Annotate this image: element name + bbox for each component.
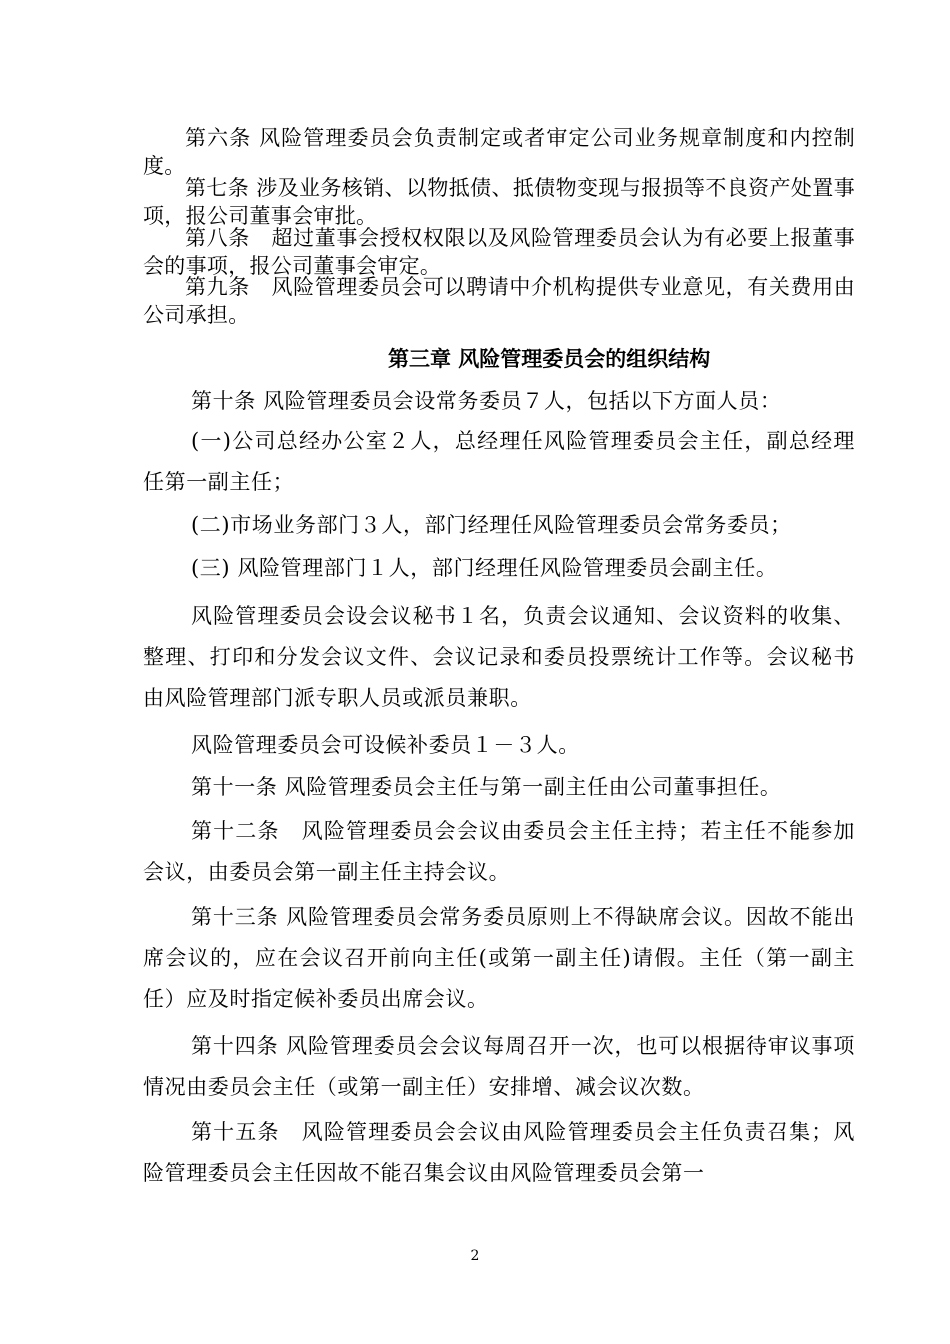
article-14: 第十四条 风险管理委员会会议每周召开一次，也可以根据待审议事项情况由委员会主任（或第一副主任）安排增、减会议次数。 — [143, 1034, 855, 1099]
article-7: 第七条 涉及业务核销、以物抵债、抵债物变现与报损等不良资产处置事项，报公司董事会审批。 — [143, 176, 855, 228]
page-number: 2 — [470, 1248, 480, 1264]
item-1: (一)公司总经办公室２人，总经理任风险管理委员会主任，副总经理任第一副主任； — [143, 429, 855, 494]
article-12: 第十二条 风险管理委员会会议由委员会主任主持；若主任不能参加会议，由委员会第一副主任主持会议。 — [143, 819, 855, 884]
article-10: 第十条 风险管理委员会设常务委员７人，包括以下方面人员： — [191, 389, 782, 413]
item-3: (三) 风险管理部门１人，部门经理任风险管理委员会副主任。 — [191, 556, 778, 580]
article-9: 第九条 风险管理委员会可以聘请中介机构提供专业意见，有关费用由公司承担。 — [143, 275, 855, 327]
article-11: 第十一条 风险管理委员会主任与第一副主任由公司董事担任。 — [191, 775, 782, 799]
alternate-members-paragraph: 风险管理委员会可设候补委员１－３人。 — [191, 733, 580, 757]
chapter-title: 第三章 风险管理委员会的组织结构 — [388, 346, 711, 371]
article-15: 第十五条 风险管理委员会会议由风险管理委员会主任负责召集；风险管理委员会主任因故不能召集会议由风险管理委员会第一 — [143, 1120, 855, 1185]
article-6: 第六条 风险管理委员会负责制定或者审定公司业务规章制度和内控制度。 — [143, 126, 855, 178]
article-13: 第十三条 风险管理委员会常务委员原则上不得缺席会议。因故不能出席会议的，应在会议召开前向主任(或第一副主任)请假。主任（第一副主任）应及时指定候补委员出席会议。 — [143, 905, 855, 1011]
article-8: 第八条 超过董事会授权权限以及风险管理委员会认为有必要上报董事会的事项，报公司董事会审定。 — [143, 226, 855, 278]
secretary-paragraph: 风险管理委员会设会议秘书１名，负责会议通知、会议资料的收集、整理、打印和分发会议文件、会议记录和委员投票统计工作等。会议秘书由风险管理部门派专职人员或派员兼职。 — [143, 604, 855, 710]
item-2: (二)市场业务部门３人，部门经理任风险管理委员会常务委员； — [191, 513, 792, 537]
